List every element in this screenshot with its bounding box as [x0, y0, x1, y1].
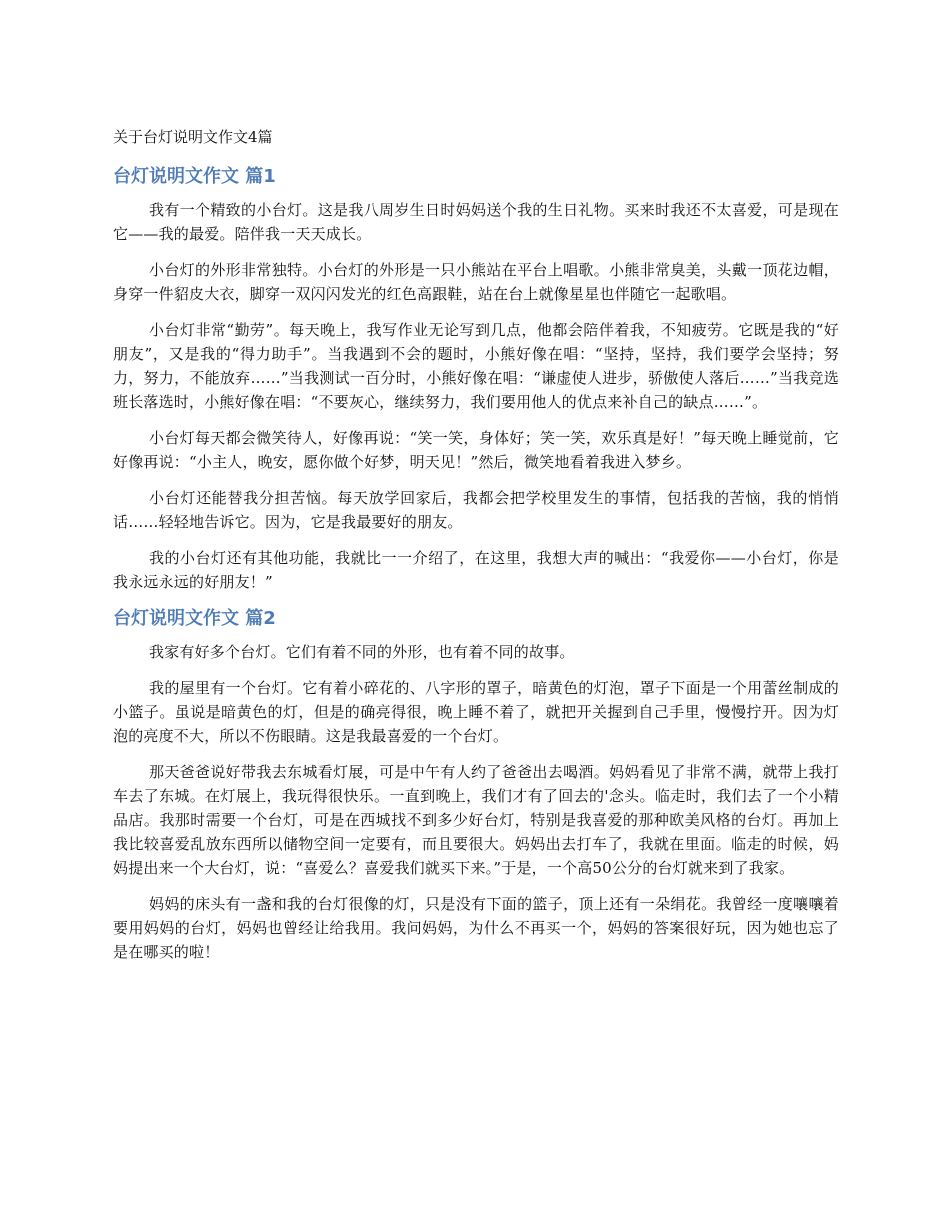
section-2 — [113, 606, 839, 964]
paragraph: 我的小台灯还有其他功能，我就比一一介绍了，在这里，我想大声的喊出：“我爱你——小台灯，你是我永远永远的好朋友！” — [113, 549, 839, 591]
document-title: 关于台灯说明文作文4篇 — [113, 128, 273, 146]
section-1 — [113, 164, 839, 594]
paragraph: 妈妈的床头有一盏和我的台灯很像的灯，只是没有下面的篮子，顶上还有一朵绢花。我曾经一度嚷嚷着要用妈妈的台灯，妈妈也曾经让给我用。我问妈妈，为什么不再买一个，妈妈的答案很好玩，因为她也忘了是在哪买的啦！ — [113, 895, 839, 961]
paragraph: 小台灯还能替我分担苦恼。每天放学回家后，我都会把学校里发生的事情，包括我的苦恼，我的悄悄话……轻轻地告诉它。因为，它是我最要好的朋友。 — [113, 489, 839, 531]
paragraph: 我家有好多个台灯。它们有着不同的外形，也有着不同的故事。 — [149, 643, 575, 661]
paragraph: 小台灯的外形非常独特。小台灯的外形是一只小熊站在平台上唱歌。小熊非常臭美，头戴一顶花边帽，身穿一件貂皮大衣，脚穿一双闪闪发光的红色高跟鞋，站在台上就像星星也伴随它一起歌唱。 — [113, 261, 839, 303]
paragraph: 那天爸爸说好带我去东城看灯展，可是中午有人约了爸爸出去喝酒。妈妈看见了非常不满，就带上我打车去了东城。在灯展上，我玩得很快乐。一直到晚上，我们才有了回去的'念头。临走时，我们去了一个小精品店。我那时需要一个台灯，可是在西城找不到多少好台灯，特别是我喜爱的那种欧美风格的台灯。再加上我比较喜爱乱放东西所以储物空间一定要有，而且要很大。妈妈出去打车了，我就在里面。临走的时候，妈妈提出来一个大台灯，说：“喜爱么？喜爱我们就买下来。”于是，一个高50公分的台灯就来到了我家。 — [113, 763, 839, 877]
section-heading: 台灯说明文作文 篇2 — [113, 608, 276, 629]
paragraph: 我的屋里有一个台灯。它有着小碎花的、八字形的罩子，暗黄色的灯泡，罩子下面是一个用蕾丝制成的小篮子。虽说是暗黄色的灯，但是的确亮得很，晚上睡不着了，就把开关握到自己手里，慢慢拧开。因为灯泡的亮度不大，所以不伤眼睛。这是我最喜爱的一个台灯。 — [113, 679, 839, 745]
section-heading: 台灯说明文作文 篇1 — [113, 166, 276, 187]
paragraph: 我有一个精致的小台灯。这是我八周岁生日时妈妈送个我的生日礼物。买来时我还不太喜爱，可是现在它——我的最爱。陪伴我一天天成长。 — [113, 201, 839, 243]
paragraph: 小台灯每天都会微笑待人，好像再说：“笑一笑，身体好；笑一笑，欢乐真是好！”每天晚上睡觉前，它好像再说：“小主人，晚安，愿你做个好梦，明天见！”然后，微笑地看着我进入梦乡。 — [113, 429, 839, 471]
paragraph: 小台灯非常“勤劳”。每天晚上，我写作业无论写到几点，他都会陪伴着我，不知疲劳。它既是我的“好朋友”，又是我的“得力助手”。当我遇到不会的题时，小熊好像在唱：“坚持，坚持，我们要学会坚持；努力，努力，不能放弃……”当我测试一百分时，小熊好像在唱：“谦虚使人进步，骄傲使人落后……”当我竞选班长落选时，小熊好像在唱：“不要灰心，继续努力，我们要用他人的优点来补自己的缺点……”。 — [113, 321, 839, 411]
document-page — [113, 126, 839, 976]
